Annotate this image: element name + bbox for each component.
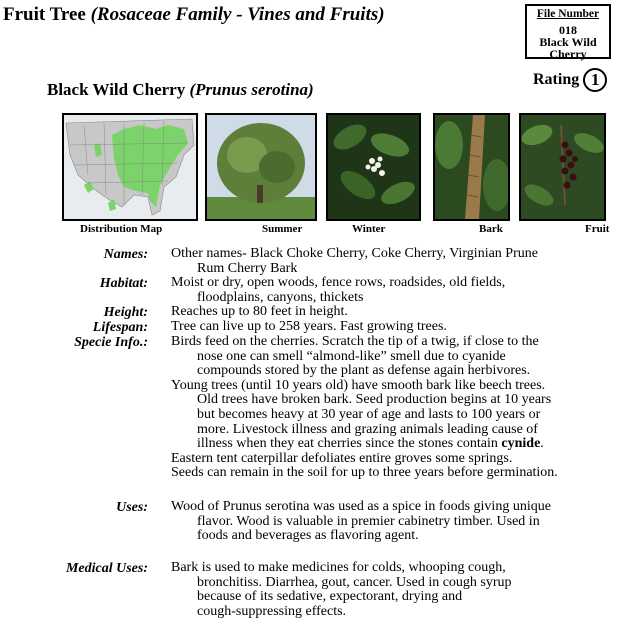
- medical-uses-line: because of its sedative, expectorant, drying and: [197, 589, 463, 605]
- file-name-line2: Cherry: [549, 47, 587, 61]
- caption-summer: Summer: [262, 223, 303, 235]
- file-number-value: 018: [559, 23, 577, 37]
- caption-distribution-map: Distribution Map: [80, 223, 163, 235]
- medical-uses-line: bronchitiss. Diarrhea, gout, cancer. Used in cough syrup: [197, 574, 512, 590]
- height-text: Reaches up to 80 feet in height.: [171, 304, 348, 319]
- distribution-map-image: [62, 113, 198, 221]
- specie-info-line: Birds feed on the cherries. Scratch the tip of a twig, if close to the: [171, 334, 539, 349]
- rating: [533, 68, 607, 92]
- specie-info-line: more. Livestock illness and grazing animals leading cause of: [197, 421, 538, 437]
- title-family: (Rosaceae Family - Vines and Fruits): [90, 4, 385, 25]
- page-title: [3, 4, 385, 26]
- uses-text: [171, 500, 551, 544]
- names-line: Rum Cherry Bark: [197, 260, 298, 276]
- fruit-image: [519, 113, 606, 221]
- habitat-text: [171, 276, 505, 305]
- lifespan-text: Tree can live up to 258 years. Fast growing trees.: [171, 319, 447, 334]
- names-line: Other names- Black Choke Cherry, Coke Cherry, Virginian Prune: [171, 246, 538, 261]
- species-common-name: Black Wild Cherry: [47, 80, 186, 99]
- file-number-box: [525, 4, 611, 59]
- specie-info-line: Young trees (until 10 years old) have smooth bark like beech trees.: [171, 377, 546, 393]
- specie-info-text: [171, 335, 558, 481]
- specie-info-text-part: .: [540, 436, 544, 452]
- file-name-line1: Black Wild: [539, 35, 597, 49]
- specie-info-line: Eastern tent caterpillar defoliates entire groves some springs.: [171, 450, 513, 466]
- species-scientific-name: (Prunus serotina): [189, 80, 314, 99]
- medical-uses-text: [171, 561, 512, 619]
- medical-uses-line: Bark is used to make medicines for colds, whooping cough,: [171, 560, 506, 575]
- summer-image: [205, 113, 317, 221]
- medical-uses-line: cough-suppressing effects.: [197, 603, 347, 619]
- height-label: Height:: [103, 305, 148, 320]
- specie-info-line: Old trees have broken bark. Seed production begins at 10 years: [197, 392, 552, 408]
- specie-info-label: Specie Info.:: [74, 335, 148, 350]
- caption-fruit: Fruit: [585, 223, 610, 235]
- specie-info-line: but becomes heavy at 30 year of age and lasts to 100 years or: [197, 406, 541, 422]
- title-category: Fruit Tree: [3, 4, 86, 25]
- uses-line: flavor. Wood is valuable in premier cabinetry timber. Used in: [197, 513, 540, 529]
- habitat-line: Moist or dry, open woods, fence rows, roadsides, old fields,: [171, 275, 506, 290]
- species-heading: [47, 80, 314, 100]
- caption-winter: Winter: [352, 223, 386, 235]
- specie-info-line: compounds stored by the plant as defense again herbivores.: [197, 363, 531, 379]
- lifespan-label: Lifespan:: [92, 320, 148, 335]
- specie-info-line: nose one can smell “almond-like” smell due to cyanide: [197, 348, 506, 364]
- cynide-bold: cynide: [501, 436, 541, 452]
- medical-uses-label: Medical Uses:: [65, 561, 148, 576]
- rating-value-badge: 1: [583, 68, 607, 92]
- uses-line: Wood of Prunus serotina was used as a spice in foods giving unique: [171, 499, 551, 514]
- names-text: [171, 247, 538, 276]
- uses-line: foods and beverages as flavoring agent.: [197, 528, 419, 544]
- winter-image: [326, 113, 421, 221]
- bark-image: [433, 113, 510, 221]
- specie-info-text-part: illness when they eat cherries since the stones contain: [197, 436, 502, 452]
- rating-label: Rating: [533, 71, 580, 88]
- specie-info-line: [171, 437, 558, 452]
- specie-info-line: Seeds can remain in the soil for up to three years before germination.: [171, 465, 558, 481]
- habitat-label: Habitat:: [99, 276, 148, 291]
- uses-label: Uses:: [116, 500, 148, 515]
- names-label: Names:: [103, 247, 148, 262]
- caption-bark: Bark: [479, 223, 503, 235]
- file-number-label: File Number: [536, 8, 600, 20]
- habitat-line: floodplains, canyons, thickets: [197, 289, 364, 305]
